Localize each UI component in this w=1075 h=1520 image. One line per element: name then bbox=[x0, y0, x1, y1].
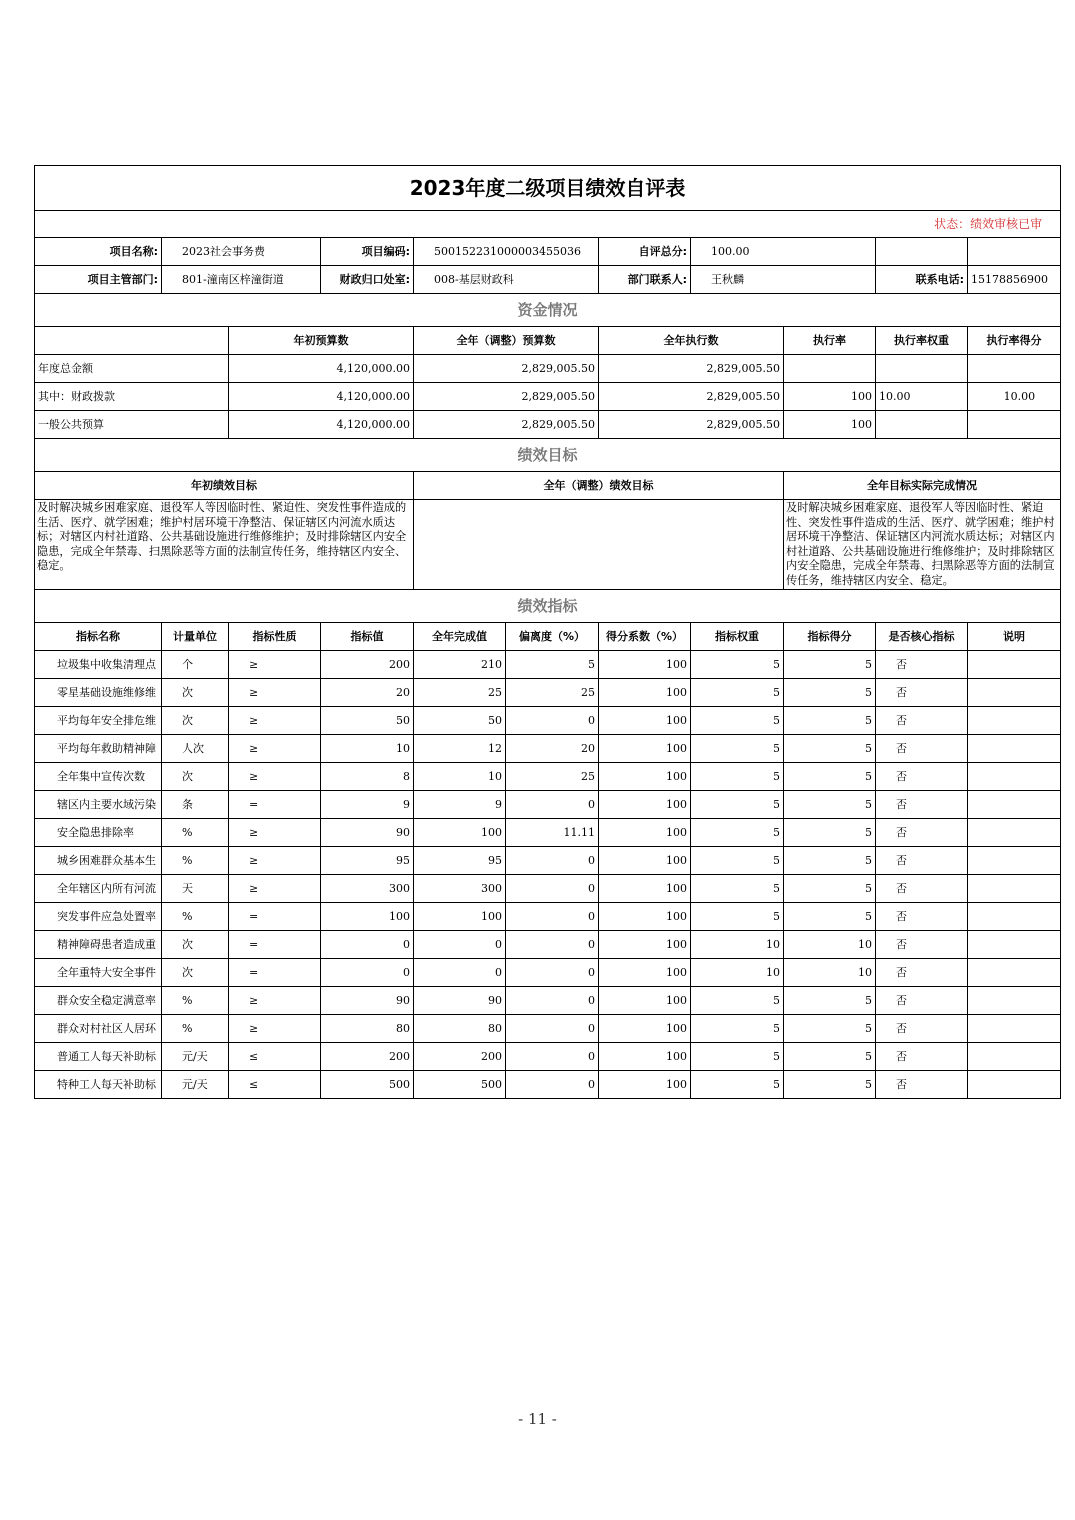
indicator-weight: 5 bbox=[691, 1071, 784, 1099]
table-row bbox=[35, 707, 1061, 735]
adjusted-goal-text bbox=[414, 500, 784, 590]
dept-value: 801-潼南区梓潼街道 bbox=[162, 266, 321, 294]
indicator-nature: ≥ bbox=[229, 1015, 321, 1043]
indicator-unit: % bbox=[162, 1015, 229, 1043]
indicator-deviation: 11.11 bbox=[506, 819, 599, 847]
table-row bbox=[35, 875, 1061, 903]
indicator-score: 10 bbox=[784, 959, 876, 987]
funds-executed: 2,829,005.50 bbox=[599, 411, 784, 439]
indicator-nature: = bbox=[229, 791, 321, 819]
indicator-target: 80 bbox=[321, 1015, 414, 1043]
indicator-actual: 0 bbox=[414, 959, 506, 987]
indicator-unit: 个 bbox=[162, 651, 229, 679]
table-row bbox=[35, 847, 1061, 875]
funds-executed: 2,829,005.50 bbox=[599, 355, 784, 383]
col-exec-score: 执行率得分 bbox=[968, 327, 1061, 355]
indicator-note bbox=[968, 1043, 1061, 1071]
status-badge: 状态：绩效审核已审 bbox=[35, 211, 1061, 238]
indicator-score: 5 bbox=[784, 735, 876, 763]
indicator-core: 否 bbox=[876, 819, 968, 847]
indicator-deviation: 0 bbox=[506, 1071, 599, 1099]
indicator-core: 否 bbox=[876, 791, 968, 819]
indicator-target: 90 bbox=[321, 819, 414, 847]
indicator-nature: = bbox=[229, 959, 321, 987]
col-core: 是否核心指标 bbox=[876, 623, 968, 651]
funds-weight bbox=[876, 411, 968, 439]
indicator-target: 0 bbox=[321, 931, 414, 959]
project-name-label: 项目名称: bbox=[35, 238, 162, 266]
info-row-2 bbox=[35, 266, 1061, 294]
funds-initial: 4,120,000.00 bbox=[229, 411, 414, 439]
indicator-nature: ≥ bbox=[229, 763, 321, 791]
indicator-unit: % bbox=[162, 847, 229, 875]
col-target: 指标值 bbox=[321, 623, 414, 651]
indicator-name: 安全隐患排除率 bbox=[35, 819, 162, 847]
indicator-unit: 次 bbox=[162, 763, 229, 791]
empty-cell bbox=[35, 327, 229, 355]
table-row bbox=[35, 763, 1061, 791]
indicator-note bbox=[968, 791, 1061, 819]
indicator-name: 平均每年救助精神障 bbox=[35, 735, 162, 763]
table-row bbox=[35, 819, 1061, 847]
indicator-name: 突发事件应急处置率 bbox=[35, 903, 162, 931]
indicator-score: 5 bbox=[784, 903, 876, 931]
indicator-coefficient: 100 bbox=[599, 735, 691, 763]
indicator-nature: = bbox=[229, 903, 321, 931]
funds-score bbox=[968, 411, 1061, 439]
indicator-weight: 10 bbox=[691, 959, 784, 987]
funds-adjusted: 2,829,005.50 bbox=[414, 411, 599, 439]
indicator-actual: 80 bbox=[414, 1015, 506, 1043]
self-evaluation-table bbox=[34, 165, 1061, 1099]
indicator-core: 否 bbox=[876, 847, 968, 875]
indicator-core: 否 bbox=[876, 1015, 968, 1043]
indicator-nature: ≥ bbox=[229, 819, 321, 847]
indicators-header-row bbox=[35, 623, 1061, 651]
indicator-note bbox=[968, 875, 1061, 903]
indicator-name: 城乡困难群众基本生 bbox=[35, 847, 162, 875]
indicator-name: 全年重特大安全事件 bbox=[35, 959, 162, 987]
indicator-target: 300 bbox=[321, 875, 414, 903]
indicator-target: 8 bbox=[321, 763, 414, 791]
indicator-deviation: 0 bbox=[506, 959, 599, 987]
funds-row bbox=[35, 383, 1061, 411]
indicator-deviation: 25 bbox=[506, 679, 599, 707]
indicator-nature: ≤ bbox=[229, 1071, 321, 1099]
indicator-target: 200 bbox=[321, 1043, 414, 1071]
indicator-unit: 天 bbox=[162, 875, 229, 903]
indicator-core: 否 bbox=[876, 735, 968, 763]
indicator-coefficient: 100 bbox=[599, 903, 691, 931]
indicator-coefficient: 100 bbox=[599, 651, 691, 679]
indicator-score: 5 bbox=[784, 1043, 876, 1071]
indicator-unit: % bbox=[162, 987, 229, 1015]
indicator-actual: 90 bbox=[414, 987, 506, 1015]
goals-content-row bbox=[35, 500, 1061, 590]
indicator-score: 5 bbox=[784, 1071, 876, 1099]
indicator-unit: 次 bbox=[162, 959, 229, 987]
indicator-nature: ≥ bbox=[229, 875, 321, 903]
indicator-deviation: 0 bbox=[506, 931, 599, 959]
indicator-name: 全年集中宣传次数 bbox=[35, 763, 162, 791]
indicator-deviation: 0 bbox=[506, 707, 599, 735]
indicator-score: 5 bbox=[784, 707, 876, 735]
actual-completion-text: 及时解决城乡困难家庭、退役军人等因临时性、紧迫性、突发性事件造成的生活、医疗、就学困难；维护村居环境干净整洁、保证辖区内河流水质达标；对辖区内村社道路、公共基础设施进行维修维护；及时排除辖区内安全隐患，完成全年禁毒、扫黑除恶等方面的法制宣传任务，维持辖区内安全、稳定。 bbox=[784, 500, 1061, 590]
indicator-deviation: 0 bbox=[506, 903, 599, 931]
indicator-target: 9 bbox=[321, 791, 414, 819]
funds-executed: 2,829,005.50 bbox=[599, 383, 784, 411]
goals-header-row bbox=[35, 472, 1061, 500]
indicator-unit: 次 bbox=[162, 679, 229, 707]
indicator-target: 100 bbox=[321, 903, 414, 931]
indicator-actual: 100 bbox=[414, 819, 506, 847]
indicator-weight: 5 bbox=[691, 735, 784, 763]
indicator-note bbox=[968, 959, 1061, 987]
indicator-score: 5 bbox=[784, 875, 876, 903]
funds-initial: 4,120,000.00 bbox=[229, 383, 414, 411]
funds-initial: 4,120,000.00 bbox=[229, 355, 414, 383]
indicator-note bbox=[968, 819, 1061, 847]
indicator-core: 否 bbox=[876, 707, 968, 735]
finance-value: 008-基层财政科 bbox=[414, 266, 599, 294]
indicator-unit: 次 bbox=[162, 707, 229, 735]
col-deviation: 偏离度（%） bbox=[506, 623, 599, 651]
indicator-coefficient: 100 bbox=[599, 1043, 691, 1071]
indicator-actual: 500 bbox=[414, 1071, 506, 1099]
contact-value: 王秋麟 bbox=[691, 266, 876, 294]
indicator-deviation: 0 bbox=[506, 1043, 599, 1071]
col-weight: 指标权重 bbox=[691, 623, 784, 651]
finance-label: 财政归口处室: bbox=[321, 266, 414, 294]
project-name-value: 2023社会事务费 bbox=[162, 238, 321, 266]
indicator-deviation: 0 bbox=[506, 847, 599, 875]
indicator-actual: 300 bbox=[414, 875, 506, 903]
table-row bbox=[35, 1043, 1061, 1071]
indicator-name: 全年辖区内所有河流 bbox=[35, 875, 162, 903]
funds-rate: 100 bbox=[784, 411, 876, 439]
indicator-actual: 95 bbox=[414, 847, 506, 875]
funds-rate bbox=[784, 355, 876, 383]
info-row-1 bbox=[35, 238, 1061, 266]
dept-label: 项目主管部门: bbox=[35, 266, 162, 294]
indicator-coefficient: 100 bbox=[599, 931, 691, 959]
page-number: - 11 - bbox=[518, 1410, 557, 1428]
indicator-core: 否 bbox=[876, 987, 968, 1015]
col-exec-rate: 执行率 bbox=[784, 327, 876, 355]
col-adjusted-budget: 全年（调整）预算数 bbox=[414, 327, 599, 355]
indicator-weight: 5 bbox=[691, 987, 784, 1015]
indicator-coefficient: 100 bbox=[599, 791, 691, 819]
funds-row-name: 年度总金额 bbox=[35, 355, 229, 383]
col-executed: 全年执行数 bbox=[599, 327, 784, 355]
indicator-core: 否 bbox=[876, 931, 968, 959]
indicator-score: 5 bbox=[784, 987, 876, 1015]
indicator-weight: 5 bbox=[691, 819, 784, 847]
indicator-target: 10 bbox=[321, 735, 414, 763]
indicator-note bbox=[968, 1071, 1061, 1099]
indicator-name: 群众安全稳定满意率 bbox=[35, 987, 162, 1015]
col-unit: 计量单位 bbox=[162, 623, 229, 651]
indicator-deviation: 20 bbox=[506, 735, 599, 763]
funds-score bbox=[968, 355, 1061, 383]
indicator-unit: % bbox=[162, 819, 229, 847]
indicator-note bbox=[968, 735, 1061, 763]
indicator-target: 200 bbox=[321, 651, 414, 679]
col-actual: 全年完成值 bbox=[414, 623, 506, 651]
indicator-actual: 200 bbox=[414, 1043, 506, 1071]
indicator-coefficient: 100 bbox=[599, 763, 691, 791]
indicator-coefficient: 100 bbox=[599, 987, 691, 1015]
indicator-name: 普通工人每天补助标 bbox=[35, 1043, 162, 1071]
funds-adjusted: 2,829,005.50 bbox=[414, 355, 599, 383]
funds-adjusted: 2,829,005.50 bbox=[414, 383, 599, 411]
funds-weight: 10.00 bbox=[876, 383, 968, 411]
table-row bbox=[35, 1071, 1061, 1099]
indicator-weight: 5 bbox=[691, 679, 784, 707]
indicator-name: 平均每年安全排危维 bbox=[35, 707, 162, 735]
indicator-note bbox=[968, 651, 1061, 679]
indicator-coefficient: 100 bbox=[599, 1015, 691, 1043]
indicator-target: 0 bbox=[321, 959, 414, 987]
indicator-nature: ≥ bbox=[229, 735, 321, 763]
indicator-weight: 5 bbox=[691, 651, 784, 679]
indicator-coefficient: 100 bbox=[599, 959, 691, 987]
empty-cell bbox=[968, 238, 1061, 266]
project-code-label: 项目编码: bbox=[321, 238, 414, 266]
col-nature: 指标性质 bbox=[229, 623, 321, 651]
indicator-unit: 条 bbox=[162, 791, 229, 819]
table-row bbox=[35, 1015, 1061, 1043]
indicator-nature: ≤ bbox=[229, 1043, 321, 1071]
indicator-weight: 5 bbox=[691, 1043, 784, 1071]
indicator-weight: 5 bbox=[691, 1015, 784, 1043]
col-indicator-name: 指标名称 bbox=[35, 623, 162, 651]
indicator-coefficient: 100 bbox=[599, 707, 691, 735]
indicator-weight: 5 bbox=[691, 707, 784, 735]
indicator-actual: 50 bbox=[414, 707, 506, 735]
funds-score: 10.00 bbox=[968, 383, 1061, 411]
indicator-nature: ≥ bbox=[229, 847, 321, 875]
indicator-deviation: 5 bbox=[506, 651, 599, 679]
indicators-section-title: 绩效指标 bbox=[35, 590, 1061, 623]
indicator-nature: ≥ bbox=[229, 707, 321, 735]
indicator-core: 否 bbox=[876, 763, 968, 791]
table-row bbox=[35, 791, 1061, 819]
indicator-note bbox=[968, 707, 1061, 735]
phone-value: 15178856900 bbox=[968, 266, 1061, 294]
table-row bbox=[35, 959, 1061, 987]
contact-label: 部门联系人: bbox=[599, 266, 691, 294]
funds-header-row bbox=[35, 327, 1061, 355]
table-row bbox=[35, 903, 1061, 931]
table-row bbox=[35, 735, 1061, 763]
indicator-deviation: 0 bbox=[506, 987, 599, 1015]
indicator-score: 5 bbox=[784, 819, 876, 847]
col-actual-completion: 全年目标实际完成情况 bbox=[784, 472, 1061, 500]
table-row bbox=[35, 679, 1061, 707]
indicator-core: 否 bbox=[876, 875, 968, 903]
indicator-name: 垃圾集中收集清理点 bbox=[35, 651, 162, 679]
col-initial-budget: 年初预算数 bbox=[229, 327, 414, 355]
indicator-note bbox=[968, 679, 1061, 707]
indicator-name: 群众对村社区人居环 bbox=[35, 1015, 162, 1043]
indicator-unit: 元/天 bbox=[162, 1071, 229, 1099]
indicator-weight: 10 bbox=[691, 931, 784, 959]
indicator-target: 95 bbox=[321, 847, 414, 875]
indicator-score: 5 bbox=[784, 763, 876, 791]
indicator-coefficient: 100 bbox=[599, 819, 691, 847]
indicator-core: 否 bbox=[876, 903, 968, 931]
indicator-name: 辖区内主要水域污染 bbox=[35, 791, 162, 819]
goals-section-title: 绩效目标 bbox=[35, 439, 1061, 472]
indicator-note bbox=[968, 847, 1061, 875]
indicator-unit: 次 bbox=[162, 931, 229, 959]
indicator-core: 否 bbox=[876, 959, 968, 987]
indicator-deviation: 0 bbox=[506, 1015, 599, 1043]
project-code-value: 500152231000003455036 bbox=[414, 238, 599, 266]
col-adjusted-goal: 全年（调整）绩效目标 bbox=[414, 472, 784, 500]
indicator-core: 否 bbox=[876, 679, 968, 707]
col-score: 指标得分 bbox=[784, 623, 876, 651]
indicator-coefficient: 100 bbox=[599, 679, 691, 707]
indicator-actual: 12 bbox=[414, 735, 506, 763]
indicator-target: 20 bbox=[321, 679, 414, 707]
indicator-weight: 5 bbox=[691, 847, 784, 875]
indicator-actual: 9 bbox=[414, 791, 506, 819]
indicator-weight: 5 bbox=[691, 763, 784, 791]
score-value: 100.00 bbox=[691, 238, 876, 266]
indicator-target: 50 bbox=[321, 707, 414, 735]
indicator-actual: 100 bbox=[414, 903, 506, 931]
funds-row bbox=[35, 411, 1061, 439]
score-label: 自评总分: bbox=[599, 238, 691, 266]
indicator-score: 5 bbox=[784, 679, 876, 707]
indicator-unit: % bbox=[162, 903, 229, 931]
indicator-score: 5 bbox=[784, 1015, 876, 1043]
indicator-target: 90 bbox=[321, 987, 414, 1015]
indicator-nature: ≥ bbox=[229, 651, 321, 679]
indicator-target: 500 bbox=[321, 1071, 414, 1099]
empty-cell bbox=[876, 238, 968, 266]
funds-weight bbox=[876, 355, 968, 383]
indicator-note bbox=[968, 763, 1061, 791]
funds-rate: 100 bbox=[784, 383, 876, 411]
indicator-core: 否 bbox=[876, 651, 968, 679]
indicators-body bbox=[35, 651, 1061, 1099]
indicator-unit: 人次 bbox=[162, 735, 229, 763]
indicator-actual: 210 bbox=[414, 651, 506, 679]
indicator-deviation: 25 bbox=[506, 763, 599, 791]
funds-section-title: 资金情况 bbox=[35, 294, 1061, 327]
indicator-deviation: 0 bbox=[506, 791, 599, 819]
indicator-note bbox=[968, 987, 1061, 1015]
indicator-nature: ≥ bbox=[229, 679, 321, 707]
col-coefficient: 得分系数（%） bbox=[599, 623, 691, 651]
col-note: 说明 bbox=[968, 623, 1061, 651]
indicator-score: 5 bbox=[784, 847, 876, 875]
indicator-score: 10 bbox=[784, 931, 876, 959]
page-title: 2023年度二级项目绩效自评表 bbox=[35, 166, 1061, 211]
indicator-deviation: 0 bbox=[506, 875, 599, 903]
indicator-name: 特种工人每天补助标 bbox=[35, 1071, 162, 1099]
indicator-note bbox=[968, 903, 1061, 931]
funds-row-name: 其中：财政拨款 bbox=[35, 383, 229, 411]
table-row bbox=[35, 931, 1061, 959]
funds-row-name: 一般公共预算 bbox=[35, 411, 229, 439]
indicator-name: 零星基础设施维修维 bbox=[35, 679, 162, 707]
funds-row bbox=[35, 355, 1061, 383]
indicator-actual: 25 bbox=[414, 679, 506, 707]
indicator-note bbox=[968, 1015, 1061, 1043]
table-row bbox=[35, 651, 1061, 679]
indicator-unit: 元/天 bbox=[162, 1043, 229, 1071]
indicator-core: 否 bbox=[876, 1071, 968, 1099]
indicator-coefficient: 100 bbox=[599, 1071, 691, 1099]
indicator-actual: 10 bbox=[414, 763, 506, 791]
indicator-score: 5 bbox=[784, 651, 876, 679]
indicator-coefficient: 100 bbox=[599, 847, 691, 875]
indicator-nature: = bbox=[229, 931, 321, 959]
col-exec-weight: 执行率权重 bbox=[876, 327, 968, 355]
indicator-note bbox=[968, 931, 1061, 959]
indicator-coefficient: 100 bbox=[599, 875, 691, 903]
indicator-actual: 0 bbox=[414, 931, 506, 959]
indicator-core: 否 bbox=[876, 1043, 968, 1071]
indicator-weight: 5 bbox=[691, 875, 784, 903]
indicator-weight: 5 bbox=[691, 903, 784, 931]
indicator-weight: 5 bbox=[691, 791, 784, 819]
initial-goal-text: 及时解决城乡困难家庭、退役军人等因临时性、紧迫性、突发性事件造成的生活、医疗、就学困难；维护村居环境干净整洁、保证辖区内河流水质达标；对辖区内村社道路、公共基础设施进行维修维护；及时排除辖区内安全隐患，完成全年禁毒、扫黑除恶等方面的法制宣传任务，维持辖区内安全、稳定。 bbox=[35, 500, 414, 590]
phone-label: 联系电话: bbox=[876, 266, 968, 294]
col-initial-goal: 年初绩效目标 bbox=[35, 472, 414, 500]
indicator-name: 精神障碍患者造成重 bbox=[35, 931, 162, 959]
indicator-score: 5 bbox=[784, 791, 876, 819]
table-row bbox=[35, 987, 1061, 1015]
indicator-nature: ≥ bbox=[229, 987, 321, 1015]
